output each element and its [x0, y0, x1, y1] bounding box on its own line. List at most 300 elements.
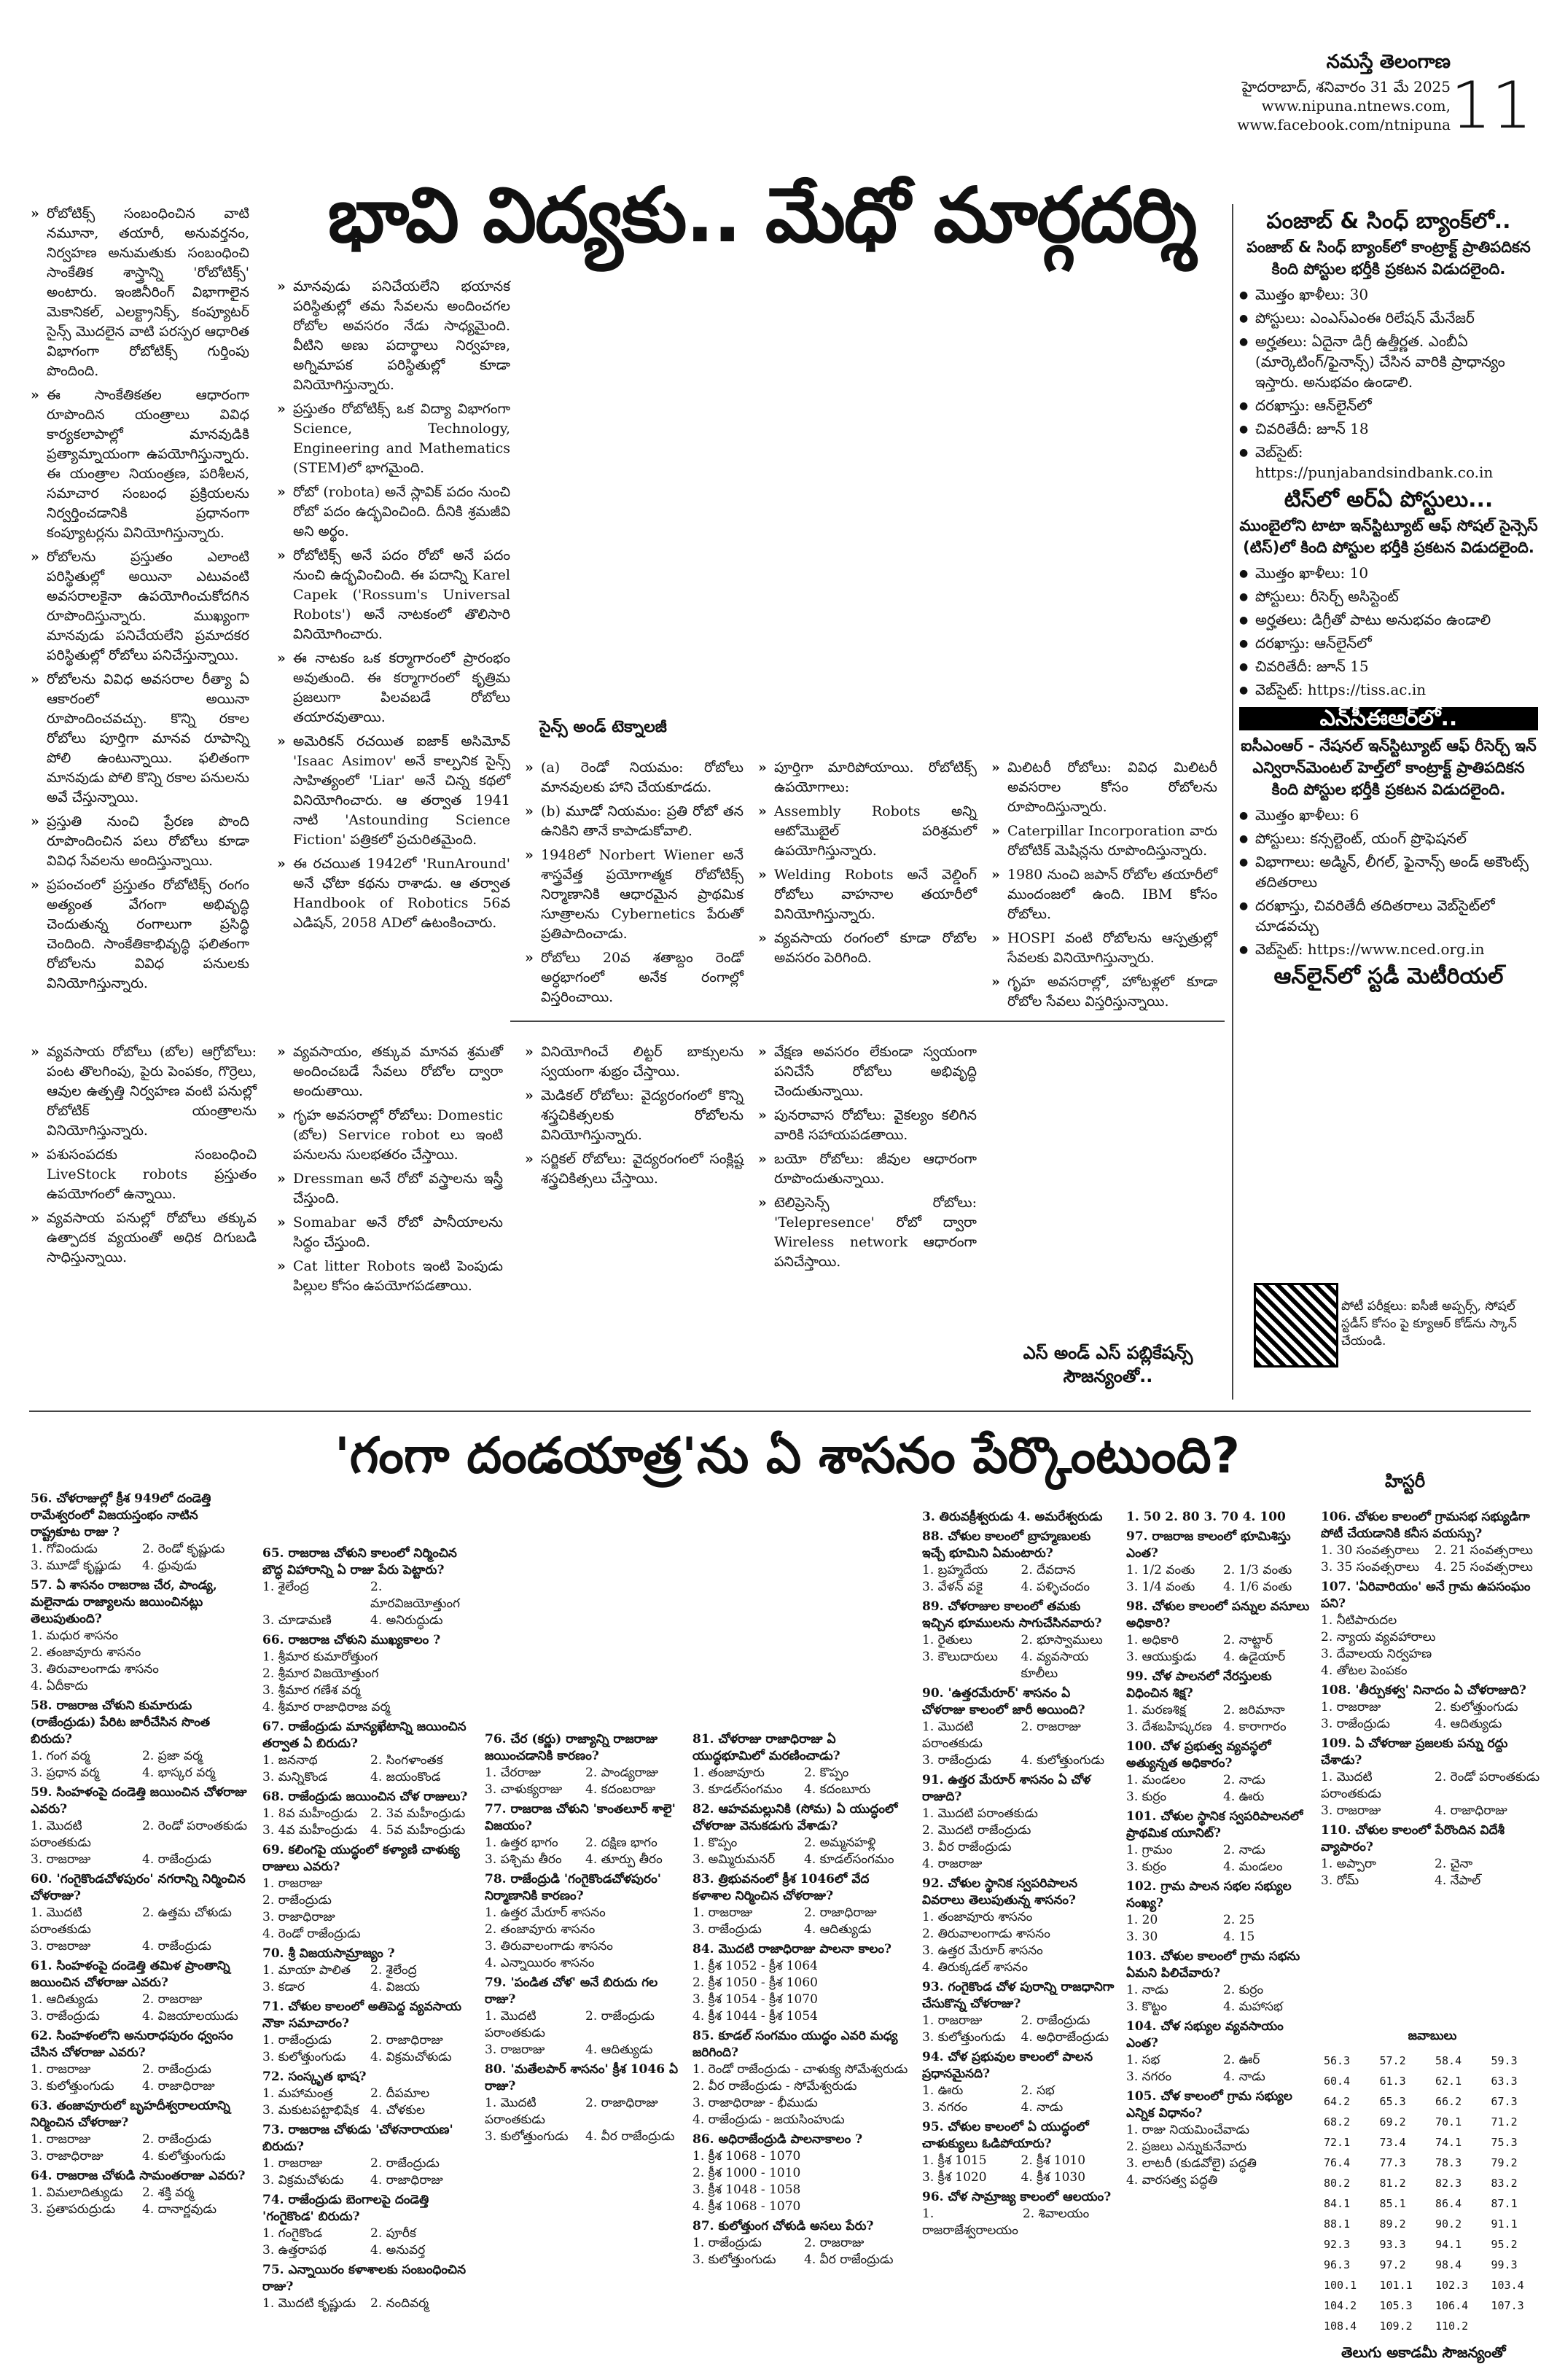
answer-cell: 72.1 — [1324, 2136, 1351, 2149]
quiz-question — [922, 1599, 1115, 1682]
question-options — [1321, 1856, 1544, 1889]
quiz-question — [1126, 1509, 1316, 1526]
option-item: 3. రాజాధిరాజు — [262, 1910, 335, 1924]
option-item: 4. విక్రమచోళుడు — [370, 2050, 452, 2064]
option-item: 1. 20 — [1126, 1913, 1158, 1927]
option-item: 3. రాజేంద్రుడు — [692, 1922, 762, 1937]
option-item: 1. రాజరాజు — [692, 1905, 753, 1920]
website-url[interactable]: www.nipuna.ntnews.com, — [1261, 97, 1451, 114]
option-item: 3. కులోత్తుంగుడు — [31, 2079, 114, 2094]
option-item: 1. 8వ మహీంద్రుడు — [262, 1806, 358, 1821]
option-item: 1. రెండో రాజేంద్రుడు - చాళుక్య సోమేశ్వరుడు — [692, 2062, 908, 2077]
quiz-question — [262, 1789, 474, 1839]
quiz-question — [922, 1979, 1115, 2046]
answer-table — [1321, 2051, 1544, 2336]
option-item: 4. రెండో రాజేంద్రుడు — [262, 1927, 361, 1941]
answer-cell: 98.4 — [1435, 2258, 1462, 2271]
article-paragraph: » HOSPI వంటి రోబోలను ఆస్పత్రుల్లో సేవలకు వినియోగిస్తున్నారు. — [991, 929, 1217, 968]
option-item: 2. దేవదాన — [1021, 1563, 1076, 1577]
option-item: 2. అమ్మనహళ్లి — [804, 1835, 876, 1850]
option-item: 3. 30 — [1126, 1930, 1158, 1944]
quiz-question — [922, 1876, 1115, 1976]
quiz-column — [31, 1491, 249, 2221]
question-text: 86. అధిరాజేంద్రుడి పాలనాకాలం ? — [692, 2132, 863, 2147]
question-options — [922, 1719, 1115, 1769]
quiz-question — [1126, 2088, 1316, 2189]
option-item: 3. క్రీశ 1048 - 1058 — [692, 2182, 801, 2197]
page-number: 11 — [1451, 68, 1532, 143]
option-item: 2. రాజేంద్రుడు — [370, 2156, 440, 2171]
option-item: 1. ఊరు — [922, 2083, 964, 2098]
answer-row — [1321, 2295, 1544, 2316]
answer-cell: 104.2 — [1324, 2299, 1357, 2312]
answer-cell: 101.1 — [1379, 2279, 1413, 2292]
question-options — [262, 1579, 474, 1629]
job-detail: ● చివరితేదీ: జూన్ 15 — [1239, 656, 1538, 676]
quiz-question — [1321, 1736, 1544, 1819]
quiz-question — [692, 1941, 911, 2025]
quiz-question — [31, 1491, 249, 1575]
option-item: 4. క్రీశ 1030 — [1021, 2170, 1086, 2185]
option-item: 2. నాడు — [1223, 1843, 1265, 1857]
option-item: 2. సింగళాంతక — [370, 1753, 443, 1768]
quiz-question — [922, 1685, 1115, 1769]
question-options — [692, 2235, 911, 2268]
article-paragraph: » Assembly Robots అన్ని ఆటోమొబైల్ పరిశ్రమలో ఉపయోగిస్తున్నారు. — [758, 802, 977, 861]
quiz-question — [262, 1545, 474, 1629]
answer-row — [1321, 2193, 1544, 2214]
job-website[interactable]: ● వెబ్‌సైట్: https://tiss.ac.in — [1239, 679, 1538, 700]
option-item: 1. మాయా పాలిత — [262, 1963, 351, 1978]
article-headline: భావి విద్యకు.. మేధో మార్గదర్శి — [327, 171, 1196, 260]
option-item: 1. సభ — [1126, 2053, 1160, 2067]
quiz-question — [922, 2049, 1115, 2116]
question-options — [485, 1835, 682, 1868]
option-item: 2. భూస్వాములు — [1021, 1633, 1103, 1647]
article-paragraph: » వ్యవసాయ రోబోలు (బోల) ఆగ్రోబోలు: పంట తొలగింపు, పైరు పెంపకం, గొర్రెలు, ఆవుల ఉత్పత్తి నిర్వహణ వంటి పనుల్లో రోబోటిక్ యంత్రాలను వినియోగిస్తున్నారు. — [31, 1042, 257, 1141]
option-item: 2. ఉత్తమ చోళుడు — [142, 1905, 232, 1920]
article-paragraph: » Welding Robots అనే వెల్డింగ్ రోబోలు వాహనాల తయారీలో వినియోగిస్తున్నారు. — [758, 865, 977, 924]
quiz-question — [262, 2192, 474, 2259]
answer-cell: 90.2 — [1435, 2217, 1462, 2231]
option-item: 4. కులోత్తుంగుడు — [142, 2149, 226, 2164]
job-intro-psb: పంజాబ్ & సింధ్ బ్యాంక్‌లో కాంట్రాక్ట్ ప్రాతిపదికన కింది పోస్టుల భర్తీకి ప్రకటన విడుదలైంది. — [1246, 238, 1531, 278]
answer-cell: 110.2 — [1435, 2319, 1469, 2333]
article-paragraph: » రోబో (robota) అనే స్లావిక్ పదం నుంచి రోబో పదం ఉద్భవించింది. దీనికి శ్రమజీవి అని అర్థం. — [277, 483, 510, 542]
question-options — [922, 2153, 1115, 2186]
answer-cell: 106.4 — [1435, 2299, 1469, 2312]
option-item: 3. రాజరాజు — [31, 1852, 91, 1867]
question-text: 89. చోళరాజుల కాలంలో తమకు ఇచ్చిన భూములను సాగుచేసినవారు? — [922, 1599, 1102, 1631]
article-column-4 — [758, 758, 977, 972]
answer-cell: 93.3 — [1379, 2238, 1406, 2251]
option-item: 2. మొదటి రాజేంద్రుడు — [922, 1823, 1031, 1838]
answer-row — [1321, 2091, 1544, 2112]
option-item: 3. రాజరాజు — [485, 2042, 545, 2057]
option-item: 3. నగరం — [1126, 2069, 1172, 2084]
quiz-question — [1321, 1509, 1544, 1576]
column-divider — [1232, 204, 1233, 1400]
option-item: 2. నాట్టార్ — [1223, 1633, 1273, 1647]
option-item: 1. మండలం — [1126, 1773, 1186, 1787]
article-paragraph: » ఈ సాంకేతికతల ఆధారంగా రూపొందిన యంత్రాలు వివిధ కార్యకలాపాల్లో మానవుడికి ప్రత్యామ్నాయంగా ఉపయోగిస్తున్నారు. ఈ యంత్రాల నియంత్రణ, పరిశీలన, సమాచార సంబంధ ప్రక్రియలను నిర్వర్తించడానికి ప్రధానంగా కంప్యూటర్లను వినియోగిస్తున్నారు. — [31, 386, 249, 543]
option-item: 1. మొదటి పరాంతకుడు — [922, 1806, 1038, 1821]
article-paragraph: » రోబోలు 20వ శతాబ్దం రెండో అర్ధభాగంలో అనేక రంగాల్లో విస్తరించాయి. — [525, 948, 744, 1007]
option-item: 4. 5వ మహీంద్రుడు — [370, 1823, 466, 1838]
article-column-1 — [31, 204, 249, 998]
option-item: 3. చాళుక్యరాజు — [485, 1782, 563, 1797]
job-detail: ● అర్హతలు: ఏదైనా డిగ్రీ ఉత్తీర్ణత. ఎంబీఏ (మార్కెటింగ్/ఫైనాన్స్) చేసిన వారికి ప్రాధాన్యం ఇస్తారు. అనుభవం ఉండాలి. — [1239, 331, 1538, 392]
question-options — [485, 1905, 682, 1972]
job-detail: ● అర్హతలు: డిగ్రీతో పాటు అనుభవం ఉండాలి — [1239, 609, 1538, 630]
question-text: 66. రాజరాజ చోళుని ముఖ్యకాలం ? — [262, 1633, 441, 1647]
option-item: 1. ఆదిత్యుడు — [31, 1992, 98, 2007]
option-item: 3. కుర్రం — [1126, 1790, 1167, 1804]
answer-cell: 66.2 — [1435, 2095, 1462, 2108]
question-options — [262, 1752, 474, 1786]
question-options — [1321, 1769, 1544, 1819]
article-paragraph: » గృహ అవసరాల్లో, హోటళ్లలో కూడా రోబోల సేవలు విస్తరిస్తున్నాయి. — [991, 972, 1217, 1012]
answer-cell: 76.4 — [1324, 2156, 1351, 2169]
question-text: 106. చోళుల కాలంలో గ్రామసభ సభ్యుడిగా పోటీ చేయడానికి కనీస వయస్సు? — [1321, 1510, 1530, 1541]
question-text: 75. ఎన్నాయిరం కళాశాలకు సంబంధించిన రాజు? — [262, 2263, 467, 2294]
option-item: 3. లాటరీ (కుడవోలై) పద్ధతి — [1126, 2156, 1257, 2171]
article-paragraph: » బయో రోబోలు: జీవుల ఆధారంగా రూపొందుతున్నాయి. — [758, 1150, 977, 1189]
question-options — [31, 1991, 249, 2025]
job-detail: ● చివరితేదీ: జూన్ 18 — [1239, 418, 1538, 439]
option-item: 3. కుర్రం — [1126, 1860, 1167, 1874]
quiz-question — [262, 1842, 474, 1943]
brand-name: నమస్తే తెలంగాణ — [1326, 51, 1451, 73]
option-item: 4. వ్యవసాయ కూలీలు — [1021, 1650, 1089, 1681]
question-options — [262, 2295, 474, 2312]
question-text: 76. చేర (కర్ణు) రాజ్యాన్ని రాజరాజు జయించడానికి కారణం? — [485, 1732, 658, 1763]
option-item: 3. రాజేంద్రుడు — [31, 2009, 100, 2024]
answer-cell: 63.3 — [1491, 2075, 1518, 2088]
option-item: 4. రాజాధిరాజు — [1435, 1803, 1507, 1818]
answer-cell: 96.3 — [1324, 2258, 1351, 2271]
question-text: 71. చోళుల కాలంలో అతిపెద్ద వ్యవసాయ నౌకా సమాచారం? — [262, 1999, 461, 2031]
answer-cell: 65.3 — [1379, 2095, 1406, 2108]
option-item: 1. శ్రీమార కుమారోత్తుంగ — [262, 1650, 378, 1664]
option-item: 3. కడార — [262, 1980, 305, 1994]
option-item: 1. 30 సంవత్సరాలు — [1321, 1543, 1419, 1558]
section-divider — [29, 1411, 1531, 1412]
question-text: 96. చోళ సామ్రాజ్య కాలంలో ఆలయం? — [922, 2190, 1112, 2204]
article-paragraph: » ప్రస్తుతి నుంచి ప్రేరణ పొంది రూపొందించిన పలు రోబోలు కూడా వివిధ సేవలను అందిస్తున్నాయి. — [31, 812, 249, 871]
answer-cell: 99.3 — [1491, 2258, 1518, 2271]
article-paragraph: » ప్రపంచంలో ప్రస్తుతం రోబోటిక్స్ రంగం అత్యంత వేగంగా అభివృద్ధి చెందుతున్న రంగాలుగా ప్రసిద్ధి చెందింది. సాంకేతికాభివృద్ధి ఫలితంగా రోబోలను వివిధ పనులకు వినియోగిస్తున్నారు. — [31, 875, 249, 994]
answer-row — [1321, 2316, 1544, 2336]
question-text: 109. ఏ చోళరాజు ప్రజలకు పన్ను రద్దు చేశాడు? — [1321, 1736, 1508, 1768]
answer-cell: 56.3 — [1324, 2054, 1351, 2067]
quiz-column — [1321, 1509, 1544, 1892]
quiz-question — [1126, 1948, 1316, 2016]
option-item: 2. తిరువాలంగాడు శాసనం — [922, 1927, 1050, 1941]
article-paragraph: » రోబోటిక్స్ సంబంధించిన వాటి నమూనా, తయారీ, అనువర్తనం, నిర్వహణ అనుమతుకు సంబంధించి సాంకేతిక శాస్త్రాన్ని 'రోబోటిక్స్' అంటారు. ఇంజినీరింగ్ విభాగాలైన మెకానికల్, ఎలక్ట్రానిక్స్, కంప్యూటర్ సైన్స్ మొదలైన వాటి పరస్పర ఆధారిత విభాగంగా రోబోటిక్స్ గుర్తింపు పొందింది. — [31, 204, 249, 381]
date-line: హైదరాబాద్, శనివారం 31 మే 2025 — [1241, 78, 1451, 95]
quiz-question — [31, 2168, 249, 2218]
job-details-tiss — [1239, 563, 1538, 700]
question-text: 82. ఆహవమల్లునికి (సోమ) ఏ యుద్ధంలో చోళరాజు వెనుకడుగు వేశాడు? — [692, 1802, 898, 1833]
job-website[interactable]: ● వెబ్‌సైట్: https://punjabandsindbank.co.in — [1239, 442, 1538, 483]
question-text: 110. చోళుల కాలంలో పేరొందిన విదేశీ వ్యాపారం? — [1321, 1823, 1505, 1854]
question-text: 92. చోళుల స్థానిక స్వపరిపాలన వివరాలు తెలుపుతున్న శాసనం? — [922, 1876, 1078, 1908]
option-item: 4. రాజేంద్రుడు — [142, 1939, 211, 1954]
answer-cell: 87.1 — [1491, 2197, 1518, 2210]
option-item: 4. వీర రాజేంద్రుడు — [585, 2129, 675, 2144]
answer-cell: 89.2 — [1379, 2217, 1406, 2231]
answer-cell: 60.4 — [1324, 2075, 1351, 2088]
option-item: 4. ధ్రువుడు — [142, 1558, 197, 1573]
question-options — [262, 2032, 474, 2066]
question-options — [692, 1958, 911, 2025]
question-text: 103. చోళుల కాలంలో గ్రామ సభను ఏమని పిలిచేవారు? — [1126, 1949, 1300, 1981]
facebook-url[interactable]: www.facebook.com/ntnipuna — [1237, 116, 1451, 133]
option-item: 4. కారాగారం — [1223, 1720, 1287, 1734]
question-options — [31, 1905, 249, 1955]
quiz-question — [692, 1871, 911, 1938]
option-item: 2. 25 — [1223, 1913, 1255, 1927]
option-item: 2. రాజరాజు — [1021, 1720, 1081, 1734]
article-paragraph: » 1948లో Norbert Wiener అనే శాస్త్రవేత్త ప్రయోగాత్మక రోబోటిక్స్ నిర్మాణానికి ఆధారమైన ప్రాథమిక సూత్రాలను Cybernetics పేరుతో ప్రతిపాదించాడు. — [525, 846, 744, 944]
option-item: 1. జననాథ — [262, 1753, 318, 1768]
question-text: 80. 'మతేలపార్ శాసనం' క్రీశ 1046 ఏ రాజు? — [485, 2062, 679, 2094]
question-options — [31, 2061, 249, 2095]
option-item: 3. కులోత్తుంగుడు — [692, 2252, 776, 2267]
answer-key — [1321, 2029, 1544, 2336]
job-detail: ● విభాగాలు: అడ్మిన్, లీగల్, ఫైనాన్స్ అండ్ అకౌంట్స్ తదితరాలు — [1239, 851, 1538, 892]
question-text: 72. సంస్కృత భాష? — [262, 2069, 367, 2084]
option-item: 2. వీర రాజేంద్రుడు - సోమేశ్వరుడు — [692, 2079, 857, 2094]
question-options — [1126, 1842, 1316, 1876]
option-item: 1. రాజరాజేశ్వరాలయం — [922, 2207, 1018, 2238]
option-item: 3. అమ్మిరుమనర్ — [692, 1852, 776, 1867]
article-paragraph: » అమెరికన్ రచయిత ఐజాక్ అసిమోవ్ 'Isaac Asimov' అనే కాల్పనిక సైన్స్ సాహిత్యంలో 'Liar' అనే చిన్న కథలో వినియోగించారు. ఆ తర్వాత 1941 నాటి 'Astounding Science Fiction' పత్రికలో ప్రచురితమైంది. — [277, 732, 510, 850]
quiz-column — [262, 1545, 474, 2315]
article-paragraph: » మెడికల్ రోబోలు: వైద్యరంగంలో కొన్ని శస్త్రచికిత్సలకు రోబోలను వినియోగిస్తున్నారు. — [525, 1086, 744, 1145]
option-item: 4. ఆదిత్యుడు — [1435, 1717, 1502, 1731]
option-item: 2. క్రీశ 1050 - క్రీశ 1060 — [692, 1975, 818, 1990]
job-detail: ● పోస్టులు: ఎంఎస్ఎంఈ రిలేషన్ మేనేజర్ — [1239, 308, 1538, 328]
option-item: 4. తోటల పెంపకం — [1321, 1663, 1408, 1678]
option-item: 4. ఊరు — [1223, 1790, 1265, 1804]
quiz-question — [31, 1871, 249, 1955]
option-item: 1. మొదటి పరాంతకుడు — [31, 1905, 91, 1937]
article-paragraph: » పునరావాస రోబోలు: వైకల్యం కలిగిన వారికి సహాయపడతాయి. — [758, 1106, 977, 1145]
option-item: 3. వీర రాజేంద్రుడు — [922, 1840, 1012, 1854]
option-item: 1. విమలాదిత్యుడు — [31, 2185, 123, 2200]
job-detail: ● పోస్టులు: రీసెర్చ్ అసిస్టెంట్ — [1239, 586, 1538, 606]
question-text: 1. 50 2. 80 3. 70 4. 100 — [1126, 1510, 1286, 1524]
question-text: 104. చోళ సభ్యుల వ్యవసాయం ఎంత? — [1126, 2019, 1284, 2051]
option-item: 1. గోవిందుడు — [31, 1542, 98, 1556]
option-item: 1. తంజావూరు — [692, 1766, 765, 1780]
quiz-question — [262, 2069, 474, 2119]
question-options — [262, 1876, 474, 1943]
answer-cell: 75.3 — [1491, 2136, 1518, 2149]
article-paragraph: » ఈ నాటకం ఒక కర్మాగారంలో ప్రారంభం అవుతుంది. ఈ కర్మాగారంలో కృత్రిమ ప్రజలుగా పిలవబడే రోబోలు తయారవుతాయి. — [277, 649, 510, 727]
question-text: 70. శ్రీ విజయసామ్రాజ్యం ? — [262, 1946, 395, 1961]
option-item: 4. రాజాధిరాజు — [370, 2173, 443, 2188]
question-options — [922, 2206, 1115, 2239]
answer-cell: 57.2 — [1379, 2054, 1406, 2067]
option-item: 4. రాజరాజు — [922, 1857, 983, 1871]
article-paragraph: » గృహ అవసరాల్లో రోబోలు: Domestic (బోల) Service robot లు ఇంటి పనులను సులభతరం చేస్తాయి. — [277, 1106, 503, 1165]
job-details-ncer — [1239, 805, 1538, 959]
option-item: 2. కులోత్తుంగుడు — [1435, 1700, 1518, 1714]
job-detail: ● మొత్తం ఖాళీలు: 10 — [1239, 563, 1538, 583]
option-item: 4. 1/6 వంతు — [1223, 1580, 1292, 1594]
option-item: 1. రాజు నియమించేవాడు — [1126, 2123, 1250, 2137]
article-lower-column-2 — [277, 1042, 503, 1300]
question-options — [262, 1962, 474, 1996]
article-paragraph: » మానవుడు పనిచేయలేని భయానక పరిస్థితుల్లో తమ సేవలను అందించగల రోబోల అవసరం నేడు సాధ్యమైంది. వీటిని అణు పదార్థాలు నిర్వహణ, అగ్నిమాపక పరిస్థితుల్లో కూడా వినియోగిస్తున్నారు. — [277, 277, 510, 395]
answer-cell: 91.1 — [1491, 2217, 1518, 2231]
article-paragraph: » వ్యవసాయ రంగంలో కూడా రోబోల అవసరం పెరిగింది. — [758, 929, 977, 968]
option-item: 3. తిరువాలంగాడు శాసనం — [31, 1662, 159, 1677]
option-item: 4. నేపాల్ — [1435, 1873, 1481, 1888]
job-detail: ● మొత్తం ఖాళీలు: 6 — [1239, 805, 1538, 825]
question-options — [1126, 1702, 1316, 1736]
quiz-question — [262, 2122, 474, 2189]
job-details-psb — [1239, 284, 1538, 483]
quiz-question — [262, 1632, 474, 1716]
article-paragraph: » ప్రస్తుతం రోబోటిక్స్ ఒక విద్యా విభాగంగా Science, Technology, Engineering and Mathematics (STEM)లో భాగమైంది. — [277, 399, 510, 478]
answer-cell: 84.1 — [1324, 2197, 1351, 2210]
option-item: 4. రాజేంద్రుడు - జయసింహుడు — [692, 2112, 845, 2127]
question-options — [922, 1562, 1115, 1596]
question-options — [262, 2225, 474, 2259]
option-item: 2. తంజావూరు శాసనం — [31, 1645, 141, 1660]
option-item: 3. రాజేంద్రుడు — [922, 1753, 991, 1768]
option-item: 1. గంగ వర్మ — [31, 1749, 90, 1763]
question-text: 67. రాజేంద్రుడు మాన్యఖేటాన్ని జయించిన తర్వాత ఏ బిరుదు? — [262, 1720, 467, 1751]
article-paragraph: » వ్యవసాయ పనుల్లో రోబోలు తక్కువ ఉత్పాదక వ్యయంతో అధిక దిగుబడి సాధిస్తున్నాయి. — [31, 1209, 257, 1268]
answer-cell: 68.2 — [1324, 2115, 1351, 2129]
answer-cell: 100.1 — [1324, 2279, 1357, 2292]
option-item: 4. విజయ — [370, 1980, 420, 1994]
option-item: 4. విజయాలయుడు — [142, 2009, 238, 2024]
question-options — [692, 1835, 911, 1868]
answer-cell: 88.1 — [1324, 2217, 1351, 2231]
option-item: 3. కౌలుదారులు — [922, 1650, 998, 1664]
question-options — [262, 2086, 474, 2119]
article-paragraph: » సర్జికల్ రోబోలు: వైద్యరంగంలో సంక్లిష్ట శస్త్రచికిత్సలు చేస్తాయి. — [525, 1150, 744, 1189]
question-text: 63. తంజావూరులో బృహదీశ్వరాలయాన్ని నిర్మించిన చోళరాజు? — [31, 2099, 230, 2130]
option-item: 3. రాజాధిరాజు — [31, 2149, 104, 2164]
answer-cell: 109.2 — [1379, 2319, 1413, 2333]
option-item: 1. గ్రామం — [1126, 1843, 1173, 1857]
answer-cell: 79.2 — [1491, 2156, 1518, 2169]
answer-cell: 62.1 — [1435, 2075, 1462, 2088]
question-text: 85. కూడల్ సంగమం యుద్ధం ఎవరి మధ్య జరిగింది? — [692, 2029, 898, 2060]
question-text: 105. చోళ కాలంలో గ్రామ సభ్యుల ఎన్నిక విధానం? — [1126, 2089, 1292, 2120]
question-text: 61. సింహళంపై దండెత్తి తమిళ ప్రాంతాన్ని జయించిన చోళరాజు ఎవరు? — [31, 1959, 230, 1990]
quiz-question — [262, 1999, 474, 2066]
option-item: 1. రాజరాజు — [262, 2156, 323, 2171]
question-text: 100. చోళ ప్రభుత్వ వ్యవస్థలో అత్యున్నత అధికారం? — [1126, 1739, 1271, 1771]
option-item: 1. ఉత్తర మేరూర్ శాసనం — [485, 1905, 606, 1920]
article-paragraph: » వ్యవసాయం, తక్కువ మానవ శ్రమతో అందించబడే సేవలు రోబోల ద్వారా అందుతాయి. — [277, 1042, 503, 1101]
answer-row — [1321, 2071, 1544, 2091]
option-item: 3. రాజాధిరాజు - భీముడు — [692, 2096, 818, 2110]
option-item: 4. తిరుక్కడల్ శాసనం — [922, 1960, 1028, 1975]
option-item: 3. కూడల్‌సంగమం — [692, 1782, 783, 1797]
option-item: 3. దేవాలయ నిర్వహణ — [1321, 1647, 1432, 1661]
qr-code-icon[interactable] — [1254, 1283, 1338, 1367]
answer-cell: 59.3 — [1491, 2054, 1518, 2067]
option-item: 2. రెండో పరాంతకుడు — [1435, 1770, 1540, 1784]
question-text: 62. సింహళంలోని అనురాధపురం ధ్వంసం చేసిన చోళరాజు ఎవరు? — [31, 2029, 233, 2060]
quiz-question — [922, 2189, 1115, 2239]
option-item: 2. రాజరాజు — [142, 1992, 203, 2007]
option-item: 2. నందివర్మ — [370, 2296, 429, 2311]
question-text: 93. గంగైకొండ చోళ పురాన్ని రాజధానిగా చేసుకొన్న చోళరాజు? — [922, 1980, 1115, 2011]
option-item: 4. అనువర్త — [370, 2243, 426, 2258]
option-item: 4. ఆదిత్యుడు — [585, 2042, 653, 2057]
quiz-column — [1126, 1509, 1316, 2192]
job-detail: ● పోస్టులు: కన్సల్టెంట్, యంగ్ ప్రొఫెషనల్ — [1239, 828, 1538, 848]
option-item: 2. జరిమానా — [1223, 1703, 1285, 1717]
quiz-column — [485, 1731, 682, 2148]
answer-cell: 86.4 — [1435, 2197, 1462, 2210]
question-text: 56. చోళరాజుల్లో క్రీశ 949లో దండెత్తి రామేశ్వరంలో విజయస్తంభం నాటిన రాష్ట్రకూట రాజు ? — [31, 1491, 211, 1540]
option-item: 2. ప్రజలు ఎన్నుకునేవారు — [1126, 2139, 1246, 2154]
section-tag: సైన్స్ అండ్ టెక్నాలజీ — [539, 718, 667, 736]
article-paragraph: » పూర్తిగా మారిపోయాయి. రోబోటిక్స్ ఉపయోగాలు: — [758, 758, 977, 797]
question-text: 99. చోళ పాలనలో నేరస్తులకు విధించిన శిక్ష? — [1126, 1669, 1272, 1701]
question-options — [485, 2095, 682, 2145]
option-item: 2. రాజేంద్రుడు — [1021, 2013, 1090, 2028]
quiz-question — [485, 1871, 682, 1972]
answer-cell: 95.2 — [1491, 2238, 1518, 2251]
quiz-question — [1126, 1529, 1316, 1596]
quiz-question — [262, 1946, 474, 1996]
option-item: 3. ఉత్తర మేరూర్ శాసనం — [922, 1943, 1043, 1958]
question-options — [1126, 1912, 1316, 1946]
option-item: 1. మరణశిక్ష — [1126, 1703, 1186, 1717]
option-item: 4. మహాసభ — [1223, 1999, 1283, 2014]
quiz-question — [922, 2119, 1115, 2186]
question-options — [692, 2148, 911, 2215]
option-item: 2. 21 సంవత్సరాలు — [1435, 1543, 1533, 1558]
option-item: 2. తంజావూరు శాసనం — [485, 1922, 596, 1937]
question-text: 68. రాజేంద్రుడు జయించిన చోళ రాజులు? — [262, 1790, 468, 1804]
article-paragraph: » Cat litter Robots ఇంటి పెంపుడు పిల్లుల కోసం ఉపయోగపడతాయి. — [277, 1257, 503, 1296]
question-text: 83. త్రిభువనంలో క్రీశ 1046లో వేద కళాశాల నిర్మించిన చోళరాజు? — [692, 1872, 870, 1903]
option-item: 3. రోమ్ — [1321, 1873, 1359, 1888]
option-item: 2. ప్రజా వర్మ — [142, 1749, 203, 1763]
article-paragraph: » రోబోలను ప్రస్తుతం ఎలాంటి పరిస్థితుల్లో అయినా ఎటువంటి అవసరాలకైనా ఉపయోగించుకోదగిన రూపొందిస్తున్నారు. ముఖ్యంగా మానవుడు పనిచేయలేని ప్రమాదకర పరిస్థితుల్లో రోబోలు పనిచేస్తున్నాయి. — [31, 547, 249, 666]
option-item: 1. 1/2 వంతు — [1126, 1563, 1195, 1577]
answer-cell: 82.3 — [1435, 2177, 1462, 2190]
option-item: 4. జయంకొండ — [370, 1770, 441, 1784]
option-item: 1. రాజరాజు — [31, 2062, 91, 2077]
option-item: 1. రాజరాజు — [31, 2132, 91, 2147]
answer-cell: 77.3 — [1379, 2156, 1406, 2169]
quiz-question — [1126, 1739, 1316, 1806]
answer-cell: 67.3 — [1491, 2095, 1518, 2108]
option-item: 2. రాజాధిరాజు — [804, 1905, 877, 1920]
option-item: 4. దానార్ణవుడు — [142, 2202, 216, 2217]
answer-cell: 80.2 — [1324, 2177, 1351, 2190]
question-text: 57. ఏ శాసనం రాజరాజ చేర, పాండ్య, మలైనాడు రాజ్యాలను జయించినట్లు తెలుపుతుంది? — [31, 1578, 217, 1626]
option-item: 1. మొదటి పరాంతకుడు — [485, 2096, 545, 2127]
option-item: 4. వీర రాజేంద్రుడు — [804, 2252, 894, 2267]
answer-row — [1321, 2214, 1544, 2234]
job-website[interactable]: ● వెబ్‌సైట్: https://www.nced.org.in — [1239, 939, 1538, 959]
